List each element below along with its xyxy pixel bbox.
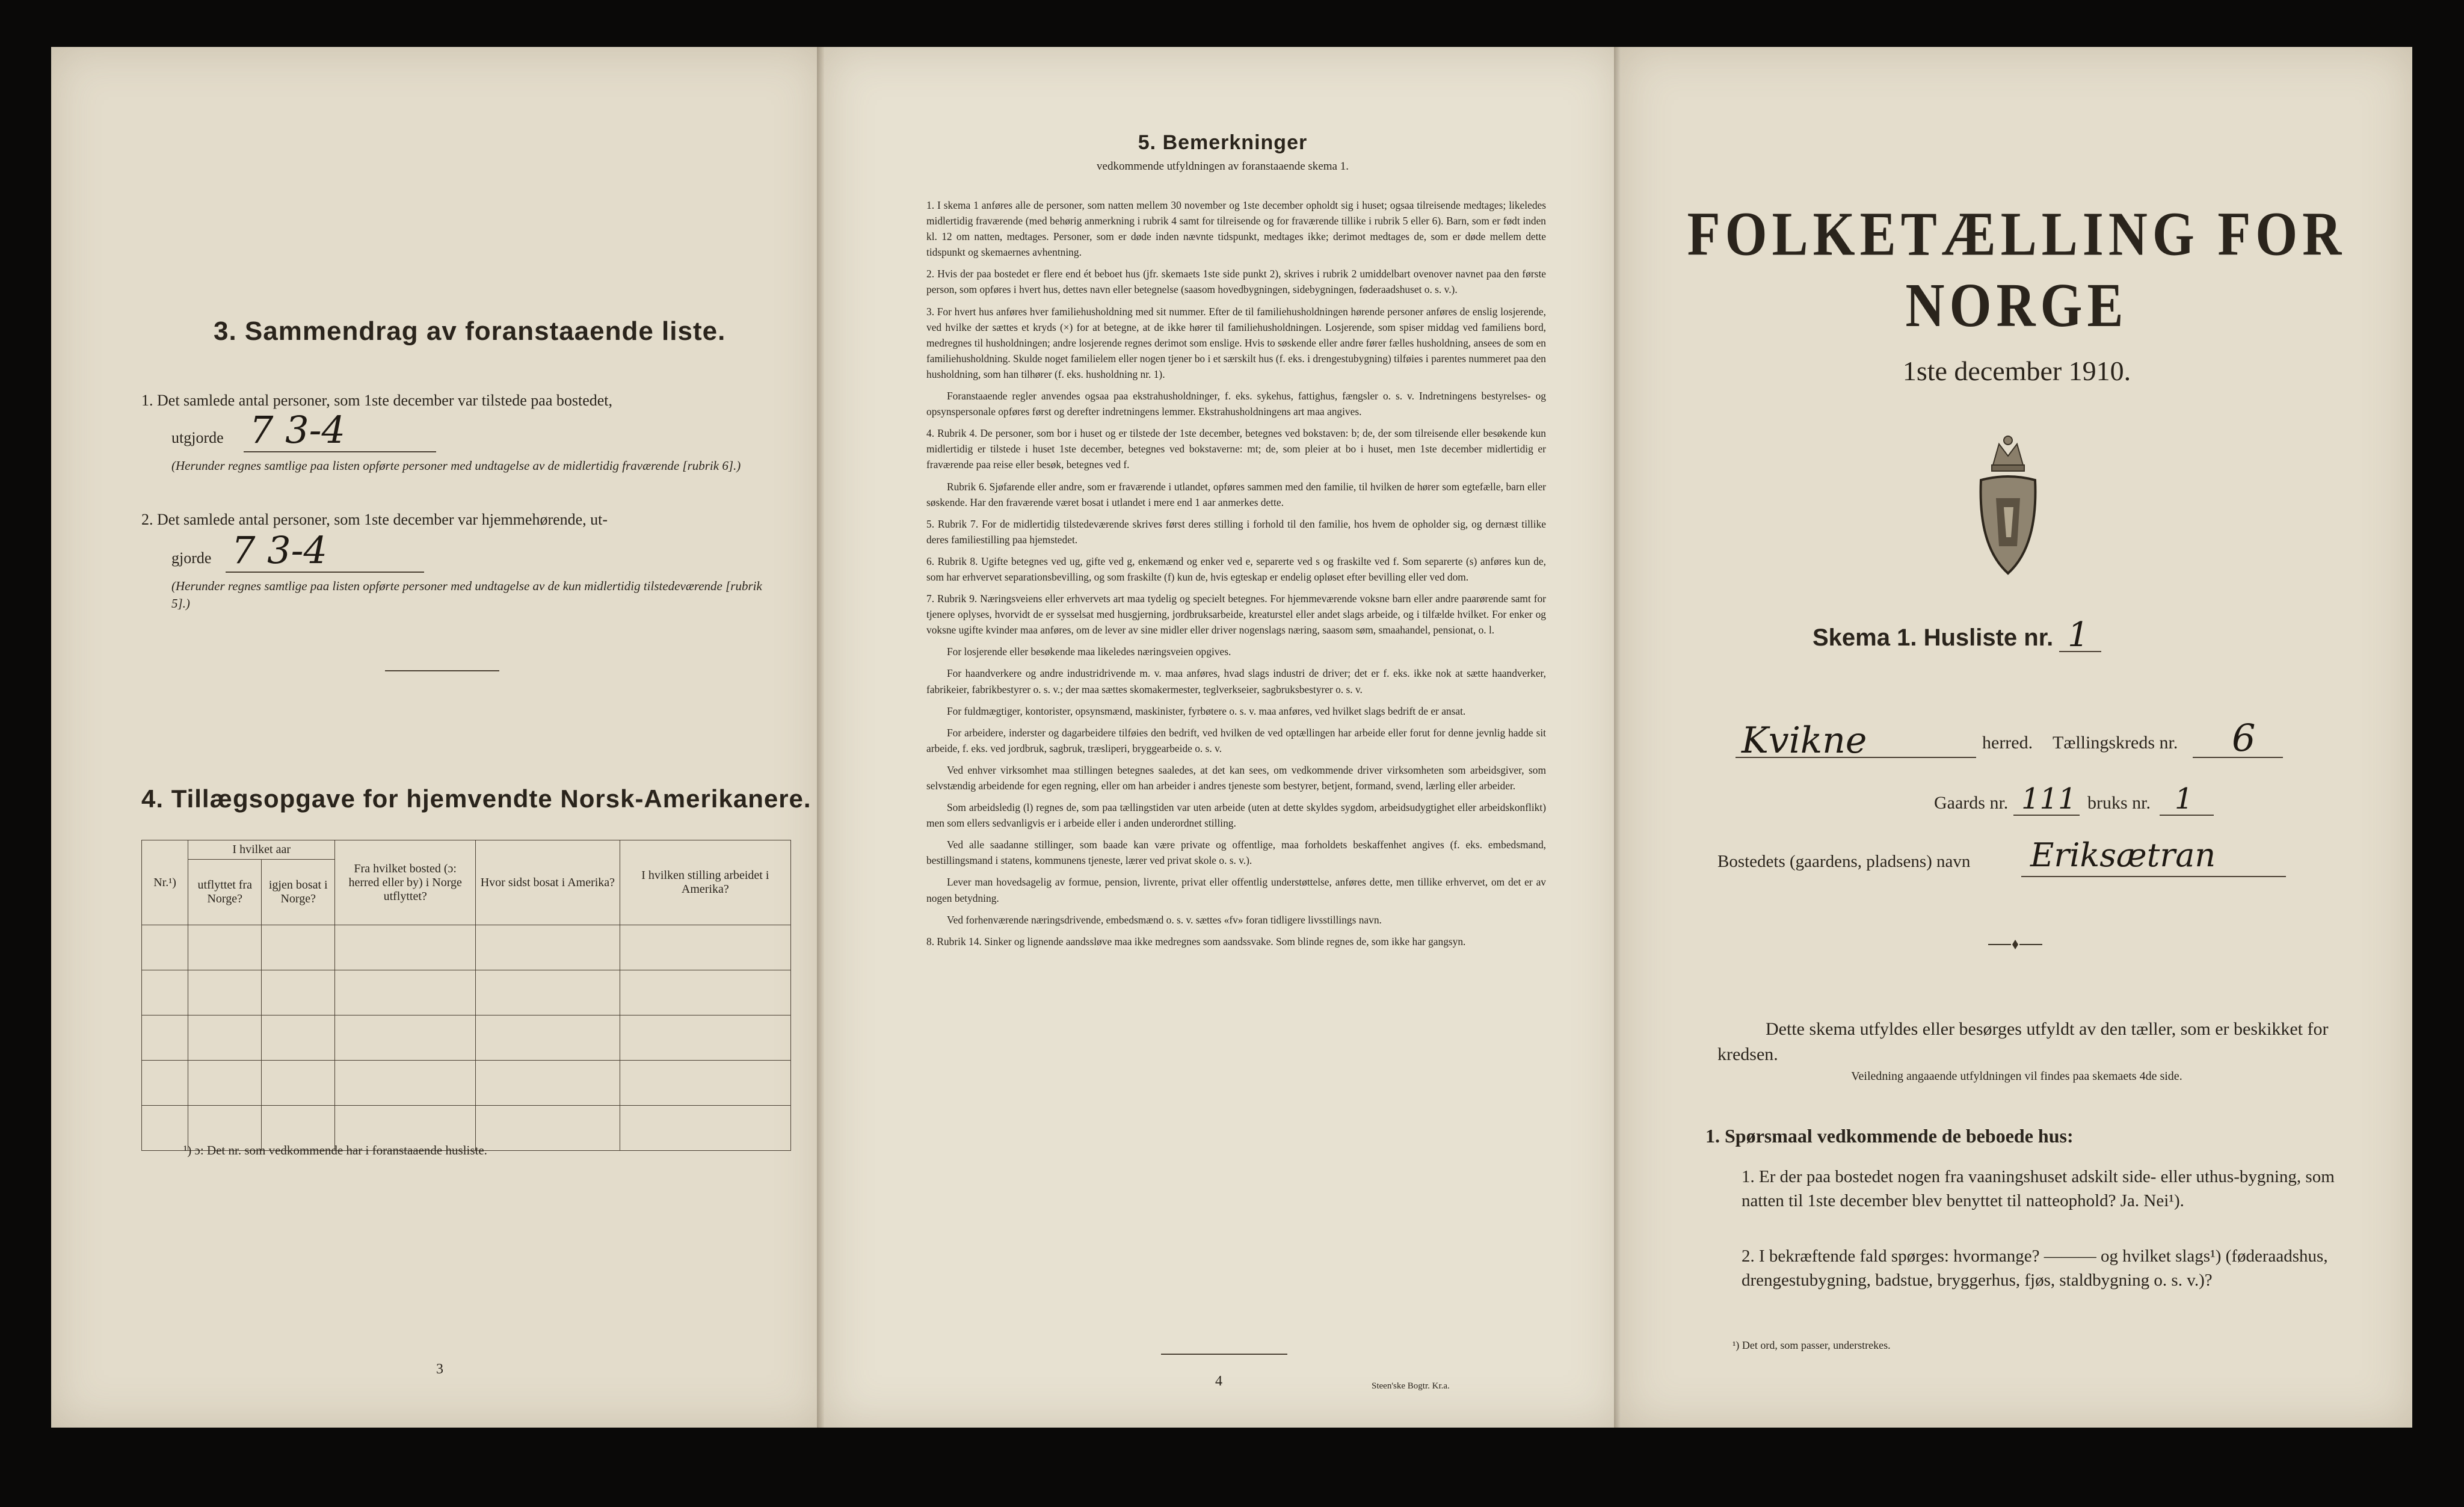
guidance-text: Veiledning angaaende utfyldningen vil findes paa skemaets 4de side.: [1851, 1070, 2182, 1083]
remark-paragraph: 4. Rubrik 4. De personer, som bor i huset og er tilstede der 1ste december, betegnes ved bokstaven: b; de, der som tilreisende eller besøkende kun midlertidig er tilstede i huset 1ste december, betegnes ved bokstaverne: mt; de, som pleier at bo i huset, men 1ste december midlertidig er fraværende paa reise eller besøk, betegnes ved f.: [926, 427, 1546, 471]
questions-heading: 1. Spørsmaal vedkommende de beboede hus:: [1705, 1125, 2074, 1147]
page-number: 4: [1215, 1373, 1222, 1389]
gaards-label: Gaards nr.: [1934, 793, 2009, 813]
printer-mark: Steen'ske Bogtr. Kr.a.: [1372, 1381, 1450, 1391]
remarks-subtitle: vedkommende utfyldningen av foranstaaende skema 1.: [1097, 160, 1349, 173]
summary-item-1-label: utgjorde: [171, 429, 224, 446]
bosted-label: Bostedets (gaardens, pladsens) navn: [1717, 852, 1971, 871]
underline: [2160, 815, 2214, 816]
norsk-amerikanere-table: [141, 840, 791, 1151]
remarks-body: [926, 197, 1546, 955]
remark-paragraph: Ved enhver virksomhet maa stillingen betegnes saaledes, at det kan sees, om vedkommende driver virksomheten som arbeidsgiver, som selvstændig arbeidende for egen regning, eller om han arbeider i andres tjeneste som bestyrer, betjent, formand, svend, lærling eller arbeider.: [926, 763, 1546, 792]
remark-paragraph: 3. For hvert hus anføres hver familiehusholdning med sit nummer. Efter de til familiehusholdningen hørende personer anføres de enslig losjerende, ved hvilke der sættes et kryds (×) for at betegne, at de ikke hører til familiehusholdningen. Losjerende, som spiser middag ved familiens bord, medregnes til husholdningen; andre losjerende regnes derimot som enslige. Hvis to søskende eller andre fører fælles husholdning, ansees de som en familiehusholdning. Skulde noget familielem eller nogen tjener bo i et særskilt hus (f. eks. i drengestubygning) tilføies i parentes nummeret paa den husholdning, som han tilhører (f. eks. husholdning nr. 1).: [926, 305, 1546, 380]
summary-item-2-note: (Herunder regnes samtlige paa listen opførte personer med undtagelse av de kun midlertidig tilstedeværende [rubrik 5].): [171, 579, 762, 611]
section-3-title: 3. Sammendrag av foranstaaende liste.: [214, 316, 726, 346]
schema-number: 1: [2068, 615, 2089, 655]
col-header-year-group: I hvilket aar: [188, 840, 335, 860]
underline: [226, 572, 424, 573]
underline: [2059, 651, 2101, 652]
remark-paragraph: For losjerende eller besøkende maa likeledes næringsveien opgives.: [947, 646, 1231, 658]
remark-paragraph: 5. Rubrik 7. For de midlertidig tilstedeværende skrives først deres stilling i forhold til den familie, hos hvem de opholder sig, og dernæst tillike deres familiestilling paa hjemstedet.: [926, 517, 1546, 546]
remark-paragraph: For haandverkere og andre industridrivende m. v. maa anføres, hvad slags industri de driver; det er f. eks. ikke nok at sætte haandverker, fabrikeier, fabrikbestyrer o. s. v.; der maa sættes skomakermester, teglverkseier, sagbruksbestyrer o. s. v.: [926, 667, 1546, 695]
col-header-returned: igjen bosat i Norge?: [262, 860, 335, 925]
bosted-value: Eriksætran: [2030, 836, 2216, 874]
bruks-value: 1: [2175, 782, 2193, 816]
underline: [244, 451, 436, 452]
left-page: [51, 47, 824, 1428]
remark-paragraph: Ved alle saadanne stillinger, som baade kan være private og offentlige, maa forholdets beskaffenhet angives (f. eks. embedsmand, bestillingsmand i statens, kommunens tjeneste, lærer ved privat skole o. s. v.).: [926, 839, 1546, 867]
remarks-title: 5. Bemerkninger: [1138, 131, 1308, 154]
remark-paragraph: Ved forhenværende næringsdrivende, embedsmænd o. s. v. sættes «fv» foran tidligere livsstillings navn.: [947, 913, 1382, 926]
census-date: 1ste december 1910.: [1902, 356, 2131, 386]
table-row: [142, 925, 791, 970]
remark-paragraph: Foranstaaende regler anvendes ogsaa paa ekstrahusholdninger, f. eks. sykehus, fattighus, fængsler o. s. v. Indretningens bestyrelses- og opsynspersonale opføres først og derefter indretningens lemmer. Ekstrahusholdningens art maa angives.: [926, 390, 1546, 418]
col-header-from-where: Fra hvilket bosted (ɔ: herred eller by) i Norge utflyttet?: [335, 840, 476, 925]
col-header-occupation: I hvilken stilling arbeidet i Amerika?: [620, 840, 790, 925]
summary-item-1-note: (Herunder regnes samtlige paa listen opførte personer med undtagelse av de midlertidig fraværende [rubrik 6].): [171, 458, 741, 473]
schema-label: Skema 1. Husliste nr.: [1813, 624, 2054, 651]
ornament-icon: [1988, 937, 2042, 956]
remark-paragraph: Rubrik 6. Sjøfarende eller andre, som er fraværende i utlandet, opføres sammen med den familie, til hvilken de hører som egtefælle, barn eller søskende. Har den fraværende været bosat i utlandet i mere end 1 aar anmerkes dette.: [926, 480, 1546, 508]
remark-paragraph: 2. Hvis der paa bostedet er flere end ét beboet hus (jfr. skemaets 1ste side punkt 2), skrives i rubrik 2 umiddelbart ovenover navnet paa den første person, som opføres i hvert hus, dettes navn eller betegnelse (saasom hovedbygningen, sidebygningen, føderaadshuset o. s. v.).: [926, 268, 1546, 296]
summary-item-2-label: gjorde: [171, 549, 212, 567]
question-2: 2. I bekræftende fald spørges: hvormange? ——— og hvilket slags¹) (føderaadshus, drengestubygning, badstue, bryggerhus, fjøs, staldbygning o. s. v.)?: [1742, 1247, 2328, 1290]
kreds-value: 6: [2232, 716, 2256, 760]
section-4-title: 4. Tillægsopgave for hjemvendte Norsk-Amerikanere.: [141, 784, 812, 813]
remark-paragraph: 1. I skema 1 anføres alle de personer, som natten mellem 30 november og 1ste december opholdt sig i huset; ogsaa tilreisende medtages; likeledes midlertidig fraværende (med behørig anmerkning i rubrik 4 samt for tilreisende og for fraværende tillike i rubrik 5 eller 6). Barn, som er født inden kl. 12 om natten, medtages. Personer, som er døde inden nævnte tidspunkt, medtages ikke; derimot medtages de, som er døde mellem dette tidspunkt og skemaernes avhentning.: [926, 199, 1546, 259]
table-row: [142, 970, 791, 1015]
summary-item-1-value: 7 3-4: [250, 408, 345, 452]
underline: [2193, 757, 2283, 758]
summary-item-1: 1. Det samlede antal personer, som 1ste december var tilstede paa bostedet,: [141, 392, 613, 409]
underline: [2021, 876, 2286, 877]
summary-item-2-value: 7 3-4: [232, 528, 327, 572]
remark-paragraph: 6. Rubrik 8. Ugifte betegnes ved ug, gifte ved g, enkemænd og enker ved e, separerte ved s og fraskilte ved f. Som separerte (s) anføres kun de, som har erhvervet separationsbevilling, og som fraskilte (f) kun de, hvis egteskap er endelig opløset efter bevilling eller ved dom.: [926, 555, 1546, 583]
remark-paragraph: For fuldmægtiger, kontorister, opsynsmænd, maskinister, fyrbøtere o. s. v. maa anføres, ved hvilket slags bedrift de er ansat.: [947, 704, 1466, 717]
question-1: 1. Er der paa bostedet nogen fra vaaningshuset adskilt side- eller uthus-bygning, som natten til 1ste december blev benyttet til natteophold? Ja. Nei¹).: [1742, 1167, 2335, 1210]
underline: [1736, 757, 1976, 758]
table-row: [142, 1015, 791, 1061]
coat-of-arms-icon: [1969, 432, 2047, 582]
herred-value: Kvikne: [1742, 720, 1867, 762]
col-header-emigrated: utflyttet fra Norge?: [188, 860, 262, 925]
summary-item-2: 2. Det samlede antal personer, som 1ste december var hjemmehørende, ut-: [141, 511, 608, 528]
underline: [2013, 815, 2080, 816]
middle-page: [824, 47, 1621, 1428]
remark-paragraph: Lever man hovedsagelig av formue, pension, livrente, privat eller offentlig understøttelse, anføres dette, men tillike erhvervet, om det er av nogen betydning.: [926, 876, 1546, 904]
remark-paragraph: For arbeidere, inderster og dagarbeidere tilføies den bedrift, ved hvilken de ved optællingen har arbeide eller forut for denne jevnlig hadde sit arbeide, f. eks. ved jordbruk, sagbruk, træsliperi, bryggearbeide o. s. v.: [926, 726, 1546, 754]
remark-paragraph: 7. Rubrik 9. Næringsveiens eller erhvervets art maa tydelig og specielt betegnes. For hjemmeværende voksne barn eller andre paarørende samt for tjenere oplyses, hvorvidt de er sysselsat med husgjerning, jordbruksarbeide, kreaturstel eller andet slags arbeide, og i tilfælde hvilket. For enker og voksne ugifte kvinder maa anføres, om de lever av sine midler eller driver nogenslags næring, saasom søm, smaahandel, pensionat, o. l.: [926, 593, 1546, 636]
right-page: [1621, 47, 2412, 1428]
herred-label: herred.: [1982, 733, 2033, 753]
col-header-nr: Nr.¹): [142, 840, 188, 925]
table-footnote: ¹) ɔ: Det nr. som vedkommende har i foranstaaende husliste.: [183, 1143, 487, 1157]
kreds-label: Tællingskreds nr.: [2053, 733, 2178, 753]
gaards-value: 111: [2021, 782, 2077, 816]
footnote: ¹) Det ord, som passer, understrekes.: [1732, 1339, 1891, 1351]
remark-paragraph: 8. Rubrik 14. Sinker og lignende aandssløve maa ikke medregnes som aandssvake. Som blinde regnes de, som ikke har gangsyn.: [926, 935, 1466, 948]
instruction-text: Dette skema utfyldes eller besørges utfyldt av den tæller, som er beskikket for kredsen.: [1717, 1019, 2329, 1064]
col-header-last-america: Hvor sidst bosat i Amerika?: [476, 840, 620, 925]
table-row: [142, 1061, 791, 1106]
remark-paragraph: Som arbeidsledig (l) regnes de, som paa tællingstiden var uten arbeide (uten at dette skyldes sygdom, arbeidsudygtighet eller arbeidskonflikt) men som ellers sedvanligvis er i arbeide eller i anden underordnet stilling.: [926, 801, 1546, 830]
divider: [385, 670, 499, 671]
divider: [1161, 1354, 1287, 1355]
page-number: 3: [436, 1361, 443, 1377]
census-title: FOLKETÆLLING FOR NORGE: [1687, 200, 2347, 341]
bruks-label: bruks nr.: [2087, 793, 2151, 813]
